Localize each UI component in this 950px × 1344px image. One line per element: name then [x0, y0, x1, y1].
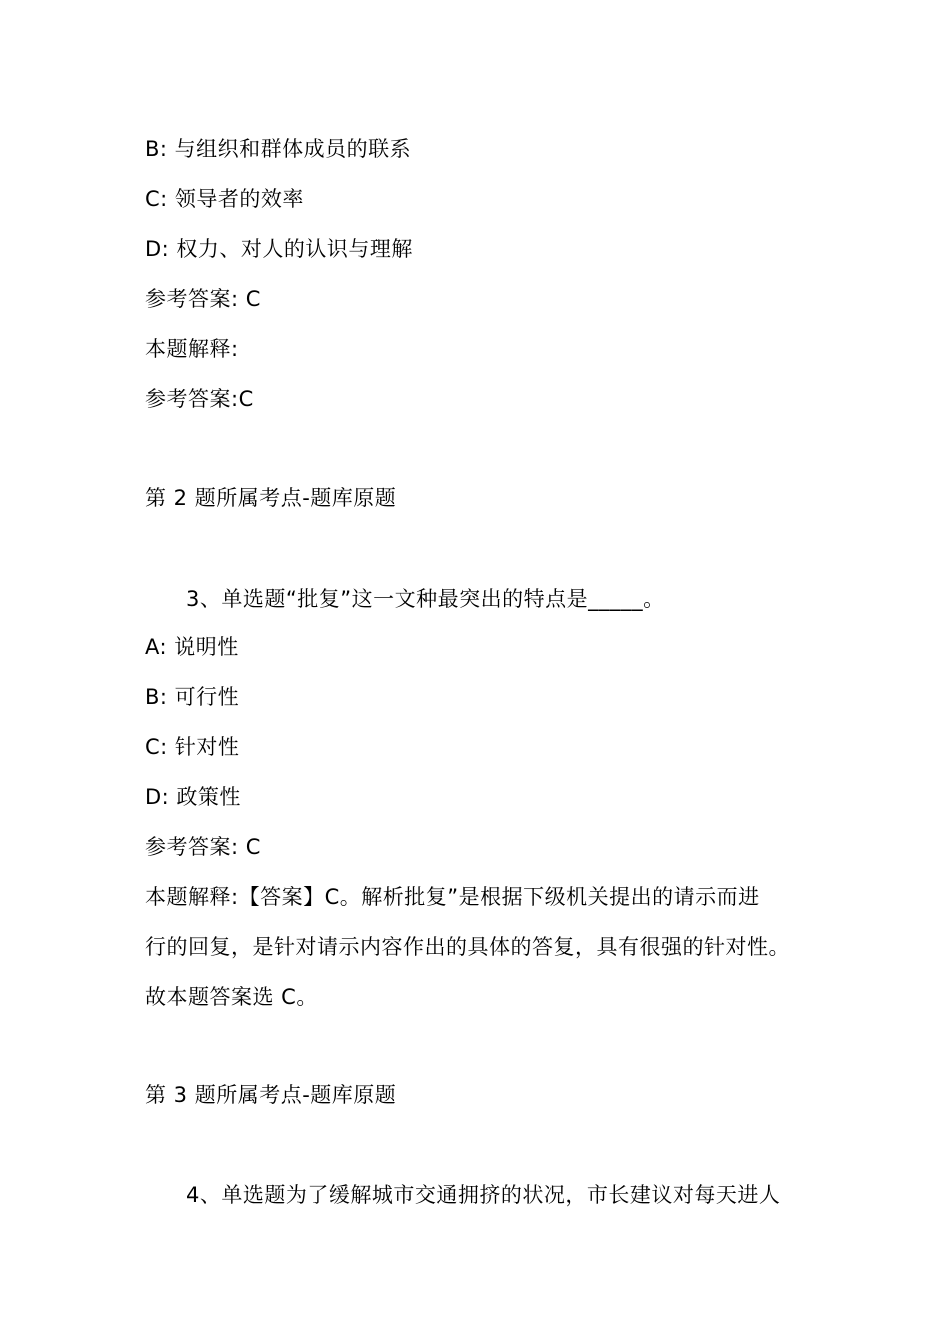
q2-explanation-label: 本题解释: — [145, 337, 239, 361]
q2-source: 第 2 题所属考点-题库原题 — [145, 486, 397, 510]
q3-option-b: B: 可行性 — [145, 685, 240, 709]
q2-option-d: D: 权力、对人的认识与理解 — [145, 237, 413, 261]
q4-stem: 4、单选题为了缓解城市交通拥挤的状况，市长建议对每天进人 — [186, 1183, 781, 1207]
q3-explanation-line3: 故本题答案选 C。 — [145, 985, 318, 1009]
q3-option-c: C: 针对性 — [145, 735, 240, 759]
q2-option-b: B: 与组织和群体成员的联系 — [145, 137, 412, 161]
q3-option-d: D: 政策性 — [145, 785, 241, 809]
q2-option-c: C: 领导者的效率 — [145, 187, 304, 211]
q3-explanation-line2: 行的回复，是针对请示内容作出的具体的答复，具有很强的针对性。 — [145, 935, 790, 959]
q2-answer: 参考答案: C — [145, 287, 261, 311]
q3-source: 第 3 题所属考点-题库原题 — [145, 1083, 397, 1107]
q3-explanation-line1: 本题解释:【答案】C。解析批复”是根据下级机关提出的请示而进 — [145, 885, 760, 909]
q3-answer: 参考答案: C — [145, 835, 261, 859]
q3-option-a: A: 说明性 — [145, 635, 239, 659]
q2-explanation-answer: 参考答案:C — [145, 387, 254, 411]
q3-stem: 3、单选题“批复”这一文种最突出的特点是_____。 — [186, 587, 665, 611]
